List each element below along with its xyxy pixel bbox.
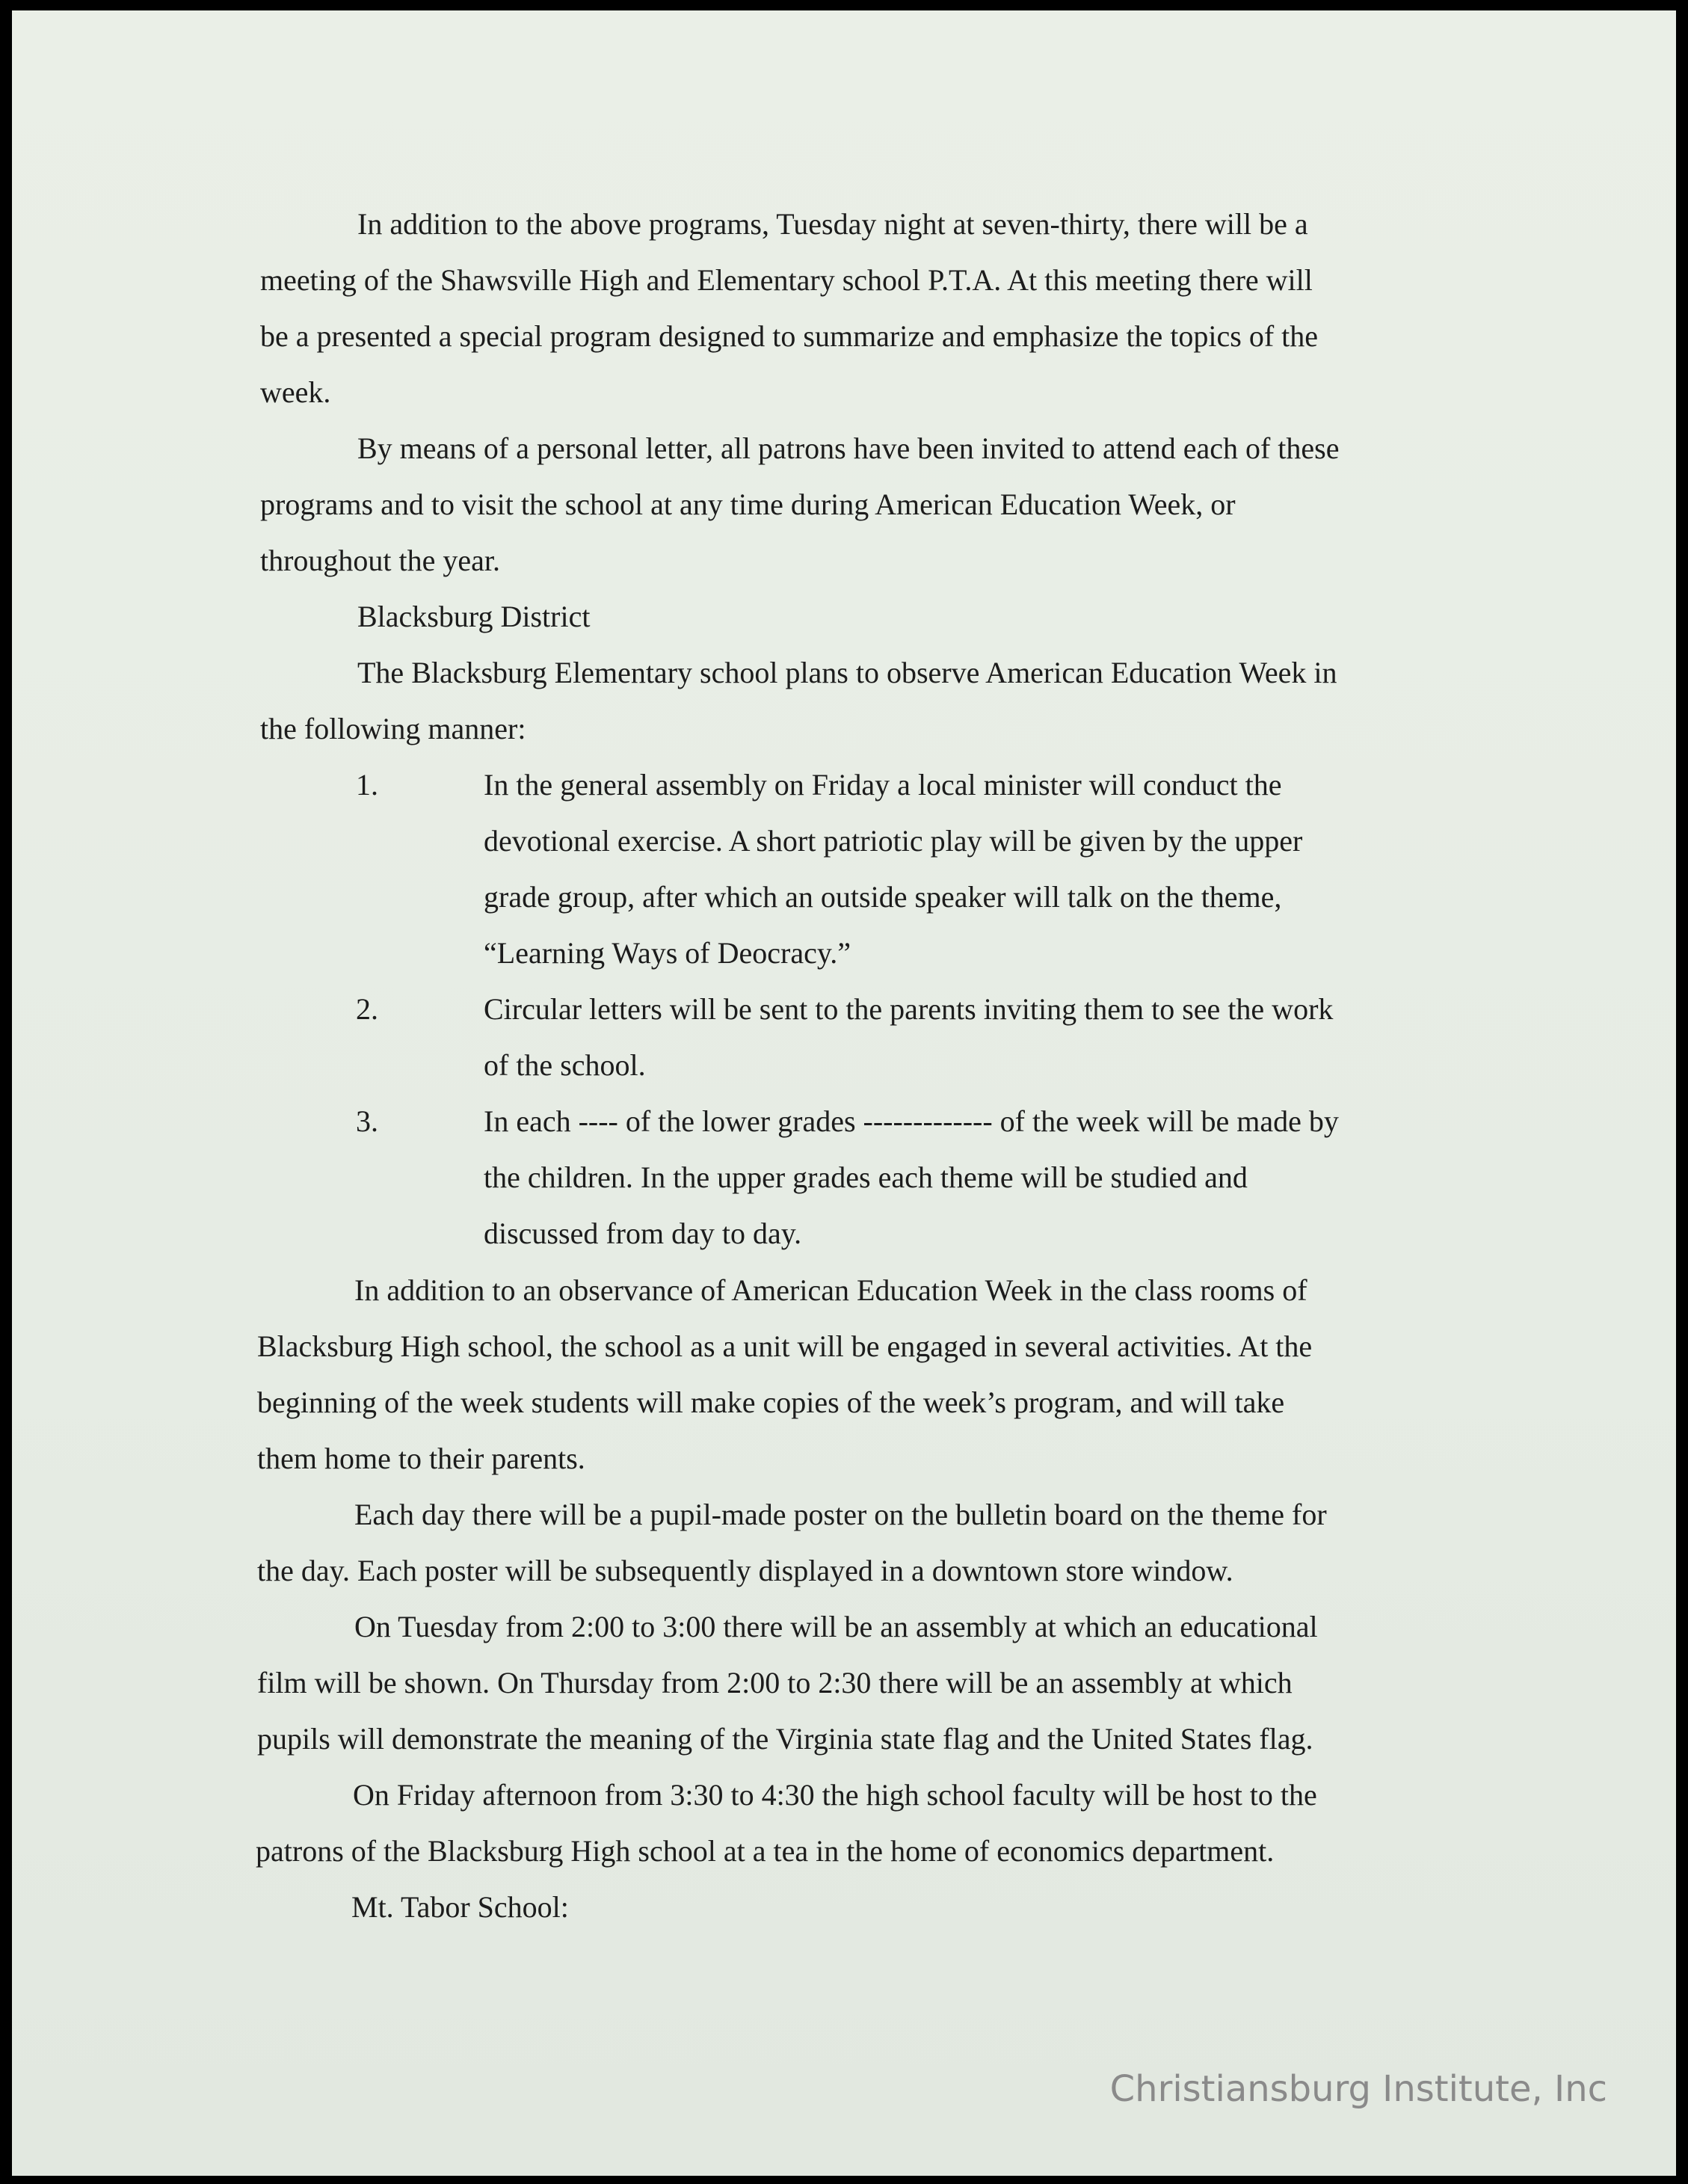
list-item-line: devotional exercise. A short patriotic play will be given by the upper [484, 824, 1303, 858]
paragraph-line: On Friday afternoon from 3:30 to 4:30 the high school faculty will be host to the [353, 1778, 1317, 1812]
paragraph-line: pupils will demonstrate the meaning of the Virginia state flag and the United States flag. [257, 1722, 1313, 1756]
list-number: 3. [356, 1104, 378, 1138]
list-item-line: Circular letters will be sent to the parents inviting them to see the work [484, 992, 1334, 1026]
paragraph-line: them home to their parents. [257, 1442, 585, 1475]
section-heading: Mt. Tabor School: [351, 1890, 569, 1924]
list-item-line: discussed from day to day. [484, 1216, 802, 1250]
paragraph-line: week. [260, 375, 331, 409]
list-item-line: In each ---- of the lower grades ------------- of the week will be made by [484, 1104, 1339, 1138]
paragraph-line: In addition to the above programs, Tuesday night at seven-thirty, there will be a [357, 207, 1308, 241]
list-item-line: of the school. [484, 1048, 646, 1082]
paragraph-line: film will be shown. On Thursday from 2:00 to 2:30 there will be an assembly at which [257, 1666, 1293, 1699]
paragraph-line: programs and to visit the school at any time during American Education Week, or [260, 487, 1236, 521]
paragraph-line: the following manner: [260, 712, 526, 745]
paragraph-line: By means of a personal letter, all patrons have been invited to attend each of these [357, 431, 1340, 465]
paragraph-line: In addition to an observance of American Education Week in the class rooms of [354, 1273, 1307, 1307]
paragraph-line: Each day there will be a pupil-made poster on the bulletin board on the theme for [354, 1498, 1327, 1531]
document-page [12, 10, 1676, 2176]
list-item-line: grade group, after which an outside speaker will talk on the theme, [484, 880, 1282, 914]
section-heading: Blacksburg District [357, 600, 591, 633]
watermark-text: Christiansburg Institute, Inc [1109, 2068, 1607, 2110]
paragraph-line: be a presented a special program designed to summarize and emphasize the topics of the [260, 319, 1319, 353]
list-number: 2. [356, 992, 378, 1026]
list-number: 1. [356, 768, 378, 802]
list-item-line: the children. In the upper grades each theme will be studied and [484, 1160, 1248, 1194]
paragraph-line: the day. Each poster will be subsequently displayed in a downtown store window. [257, 1554, 1233, 1587]
paragraph-line: On Tuesday from 2:00 to 3:00 there will be an assembly at which an educational [354, 1610, 1318, 1643]
paragraph-line: patrons of the Blacksburg High school at a tea in the home of economics department. [256, 1834, 1275, 1868]
paragraph-line: The Blacksburg Elementary school plans to observe American Education Week in [357, 656, 1337, 689]
paragraph-line: meeting of the Shawsville High and Elementary school P.T.A. At this meeting there will [260, 263, 1313, 297]
paragraph-line: Blacksburg High school, the school as a unit will be engaged in several activities. At the [257, 1329, 1313, 1363]
list-item-line: “Learning Ways of Deocracy.” [484, 936, 851, 970]
paragraph-line: beginning of the week students will make copies of the week’s program, and will take [257, 1385, 1285, 1419]
list-item-line: In the general assembly on Friday a local minister will conduct the [484, 768, 1282, 802]
paragraph-line: throughout the year. [260, 544, 501, 577]
